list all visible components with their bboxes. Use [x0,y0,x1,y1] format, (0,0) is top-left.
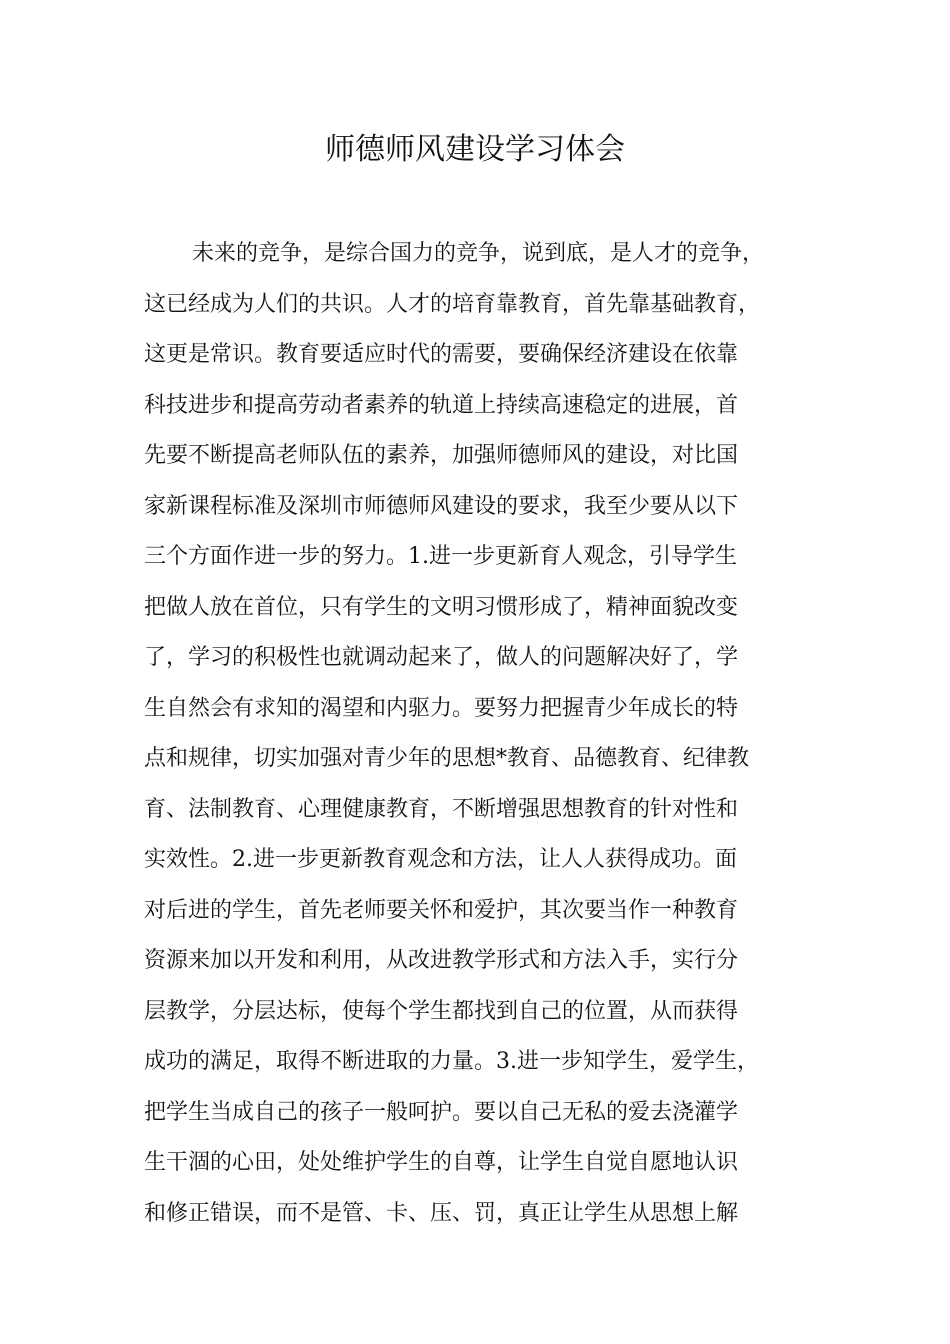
body-line-3: 这更是常识。教育要适应时代的需要，要确保经济建设在依靠 [144,342,739,367]
body-line-20: 和修正错误，而不是管、卡、压、罚，真正让学生从思想上解 [144,1200,739,1226]
body-line-4: 科技进步和提高劳动者素养的轨道上持续高速稳定的进展，首 [144,392,739,418]
body-line-13: 实效性。2.进一步更新教育观念和方法，让人人获得成功。面 [144,847,737,872]
body-line-17: 成功的满足，取得不断进取的力量。3.进一步知学生，爱学生， [144,1049,759,1074]
body-line-7: 三个方面作进一步的努力。1.进一步更新育人观念，引导学生 [144,544,737,569]
body-line-16: 层教学，分层达标，使每个学生都找到自己的位置，从而获得 [144,998,739,1024]
body-line-6: 家新课程标准及深圳市师德师风建设的要求，我至少要从以下 [144,493,739,519]
body-line-12: 育、法制教育、心理健康教育，不断增强思想教育的针对性和 [144,796,739,822]
body-line-2: 这已经成为人们的共识。人才的培育靠教育，首先靠基础教育， [144,291,761,317]
body-line-19: 生干涸的心田，处处维护学生的自尊，让学生自觉自愿地认识 [144,1150,739,1175]
body-line-5: 先要不断提高老师队伍的素养，加强师德师风的建设，对比国 [144,443,739,468]
body-line-9: 了，学习的积极性也就调动起来了，做人的问题解决好了，学 [144,645,739,670]
document-body [144,229,814,1239]
document-title: 师德师风建设学习体会 [325,132,625,167]
body-line-11: 点和规律，切实加强对青少年的思想*教育、品德教育、纪律教 [144,746,750,771]
body-line-15: 资源来加以开发和利用，从改进教学形式和方法入手，实行分 [144,948,739,973]
body-line-18: 把学生当成自己的孩子一般呵护。要以自己无私的爱去浇灌学 [144,1099,739,1125]
body-line-10: 生自然会有求知的渴望和内驱力。要努力把握青少年成长的特 [144,695,739,721]
body-line-8: 把做人放在首位，只有学生的文明习惯形成了，精神面貌改变 [144,594,739,620]
body-line-14: 对后进的学生，首先老师要关怀和爱护，其次要当作一种教育 [144,897,739,923]
body-line-1: 未来的竞争，是综合国力的竞争，说到底，是人才的竞争， [192,241,765,266]
